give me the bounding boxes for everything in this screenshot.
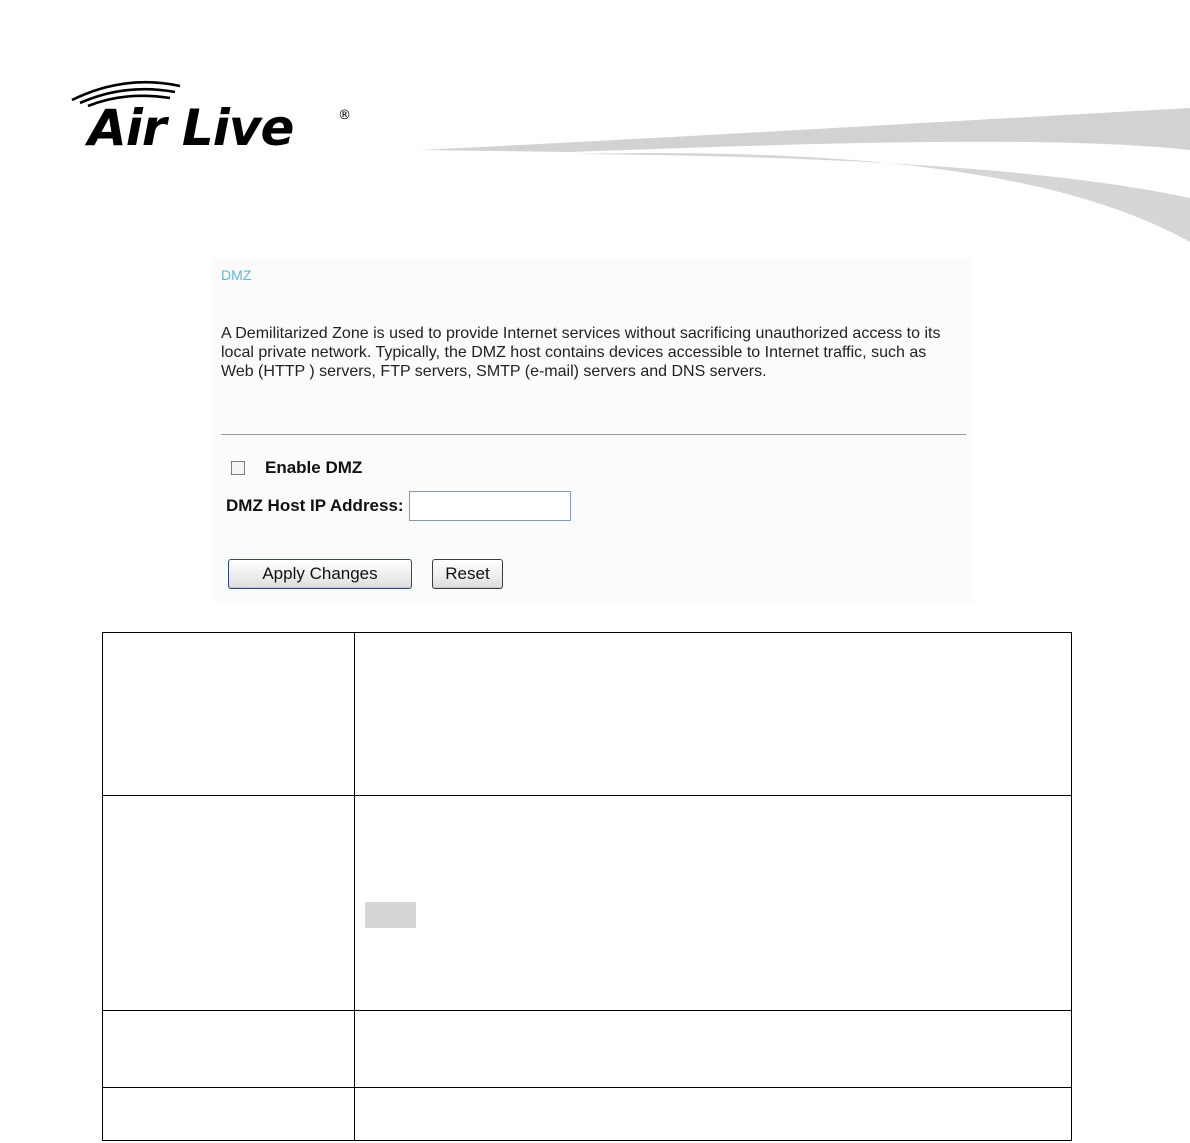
table-row <box>103 796 1072 1010</box>
dmz-settings-panel <box>213 258 973 603</box>
table-cell-label <box>103 1010 355 1087</box>
table-cell-label <box>103 796 355 1010</box>
registered-mark: ® <box>338 108 351 123</box>
divider <box>221 434 966 435</box>
airlive-logo <box>70 78 360 158</box>
table-row <box>103 1087 1072 1140</box>
dmz-host-ip-input[interactable] <box>409 491 571 521</box>
logo-wordmark: Air Live <box>88 99 294 157</box>
reset-button[interactable]: Reset <box>432 559 503 589</box>
header-swoosh-graphic <box>420 100 1190 250</box>
dmz-host-ip-row <box>226 491 571 521</box>
table-cell-description <box>355 1087 1072 1140</box>
page-title: DMZ <box>221 267 252 283</box>
table-row <box>103 633 1072 796</box>
enable-dmz-row <box>231 458 362 478</box>
enable-dmz-label: Enable DMZ <box>265 458 363 477</box>
highlight-chip <box>365 902 416 928</box>
enable-dmz-checkbox[interactable] <box>231 461 245 475</box>
table-cell-description <box>355 633 1072 796</box>
table-cell-description <box>355 1010 1072 1087</box>
table-cell-label <box>103 633 355 796</box>
apply-changes-button[interactable]: Apply Changes <box>228 559 412 589</box>
table-cell-description <box>355 796 1072 1010</box>
dmz-description: A Demilitarized Zone is used to provide Internet services without sacrificing unauthorized access to its local private network. Typically, the DMZ host contains devices accessible to Internet traffic, such as Web (HTTP ) servers, FTP servers, SMTP (e-mail) servers and DNS servers. <box>221 325 941 380</box>
table-row <box>103 1010 1072 1087</box>
dmz-host-ip-label: DMZ Host IP Address: <box>226 496 404 515</box>
table-cell-label <box>103 1087 355 1140</box>
description-table <box>102 632 1072 1141</box>
